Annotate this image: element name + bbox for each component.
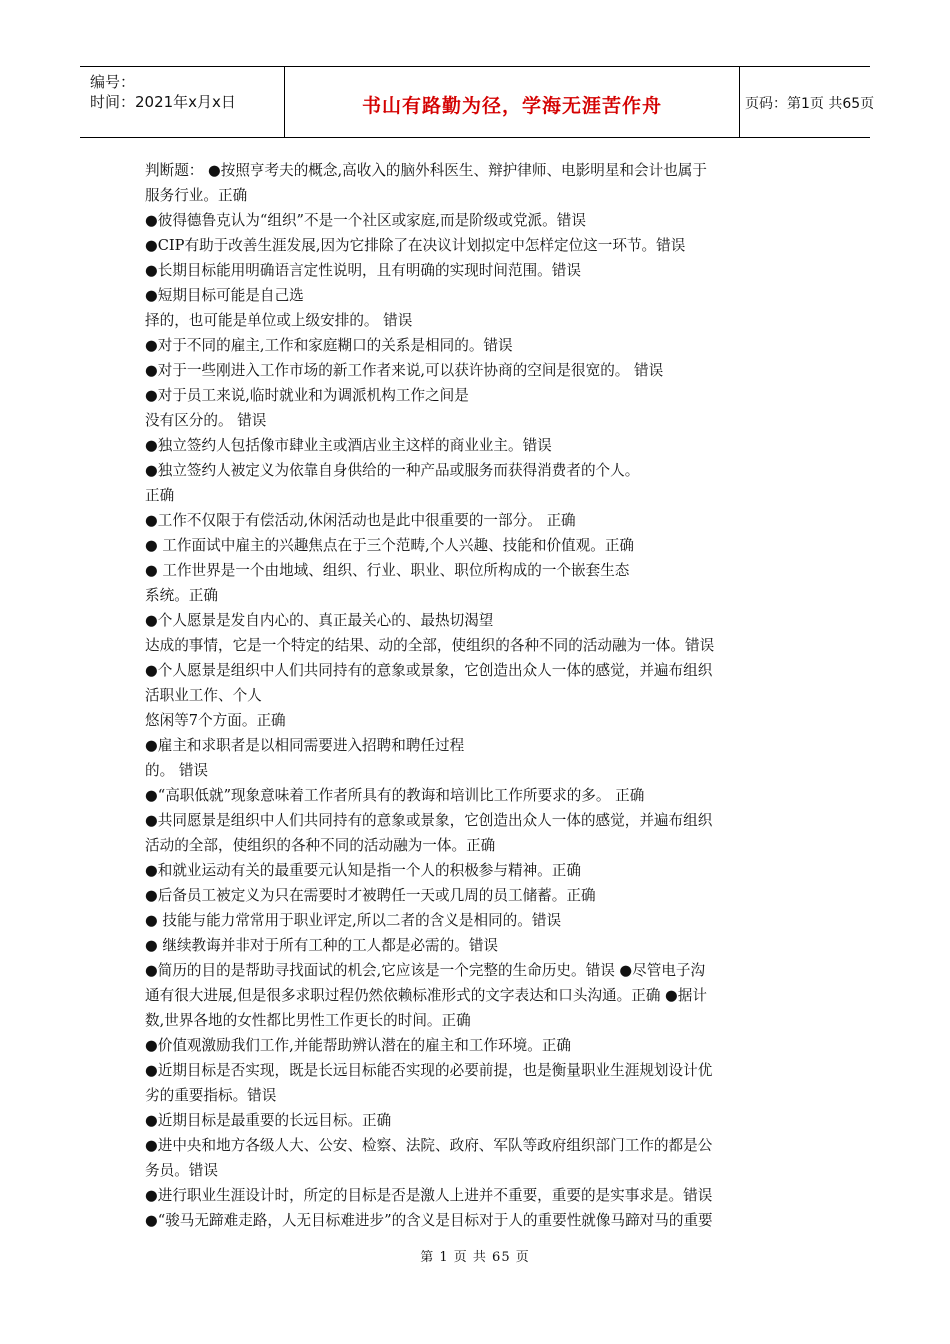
text-line: ●对于一些刚进入工作市场的新工作者来说,可以获许协商的空间是很宽的。 错误	[145, 362, 664, 379]
page-footer: 第 1 页 共 65 页	[420, 1250, 530, 1265]
text-line: 务员。错误	[145, 1162, 218, 1179]
text-line: ●对于员工来说,临时就业和为调派机构工作之间是	[145, 387, 469, 404]
text-line: ●进行职业生涯设计时，所定的目标是否是激人上进并不重要，重要的是实事求是。错误	[145, 1187, 713, 1204]
text-line: 达成的事情，它是一个特定的结果、动的全部，使组织的各种不同的活动融为一体。错误	[145, 637, 715, 654]
document-body	[145, 158, 815, 1233]
text-line: ●工作不仅限于有偿活动,休闲活动也是此中很重要的一部分。 正确	[145, 512, 576, 529]
text-line: ●雇主和求职者是以相同需要进入招聘和聘任过程	[145, 737, 465, 754]
time-label: 时间：2021年x月x日	[90, 93, 236, 111]
text-line: 服务行业。正确	[145, 187, 248, 204]
text-line: 的。 错误	[145, 762, 209, 779]
text-line: ● 工作面试中雇主的兴趣焦点在于三个范畴,个人兴趣、技能和价值观。正确	[145, 537, 635, 554]
header-left-cell	[80, 67, 284, 137]
page-info: 页码：第1页 共65页	[745, 96, 875, 112]
text-line: 悠闲等7个方面。正确	[145, 712, 286, 729]
text-line: ●长期目标能用明确语言定性说明，且有明确的实现时间范围。错误	[145, 262, 581, 279]
text-line: ●CIP有助于改善生涯发展,因为它排除了在决议计划拟定中怎样定位这一环节。错误	[145, 237, 686, 254]
text-line: ●价值观激励我们工作,并能帮助辨认潜在的雇主和工作环境。正确	[145, 1037, 572, 1054]
text-line: ●个人愿景是组织中人们共同持有的意象或景象，它创造出众人一体的感觉，并遍布组织	[145, 662, 713, 679]
text-line: ●共同愿景是组织中人们共同持有的意象或景象，它创造出众人一体的感觉，并遍布组织	[145, 812, 713, 829]
header-right-cell	[739, 67, 875, 137]
text-line: ●“高职低就”现象意味着工作者所具有的教诲和培训比工作所要求的多。 正确	[145, 787, 645, 804]
text-line: 判断题： ●按照亨考夫的概念,高收入的脑外科医生、辩护律师、电影明星和会计也属于	[145, 162, 707, 179]
text-line: ●“骏马无蹄难走路，人无目标难进步”的含义是目标对于人的重要性就像马蹄对马的重要	[145, 1212, 713, 1229]
text-line: ● 工作世界是一个由地域、组织、行业、职业、职位所构成的一个嵌套生态	[145, 562, 630, 579]
text-line: ● 继续教诲并非对于所有工种的工人都是必需的。错误	[145, 937, 499, 954]
text-line: ● 技能与能力常常用于职业评定,所以二者的含义是相同的。错误	[145, 912, 562, 929]
text-line: 正确	[145, 487, 175, 504]
text-line: ●近期目标是最重要的长远目标。正确	[145, 1112, 392, 1129]
text-line: ●和就业运动有关的最重要元认知是指一个人的积极参与精神。正确	[145, 862, 581, 879]
text-line: ●简历的目的是帮助寻找面试的机会,它应该是一个完整的生命历史。错误 ●尽管电子沟	[145, 962, 706, 979]
text-line: 数,世界各地的女性都比男性工作更长的时间。正确	[145, 1012, 471, 1029]
text-line: 系统。正确	[145, 587, 218, 604]
text-line: ●进中央和地方各级人大、公安、检察、法院、政府、军队等政府组织部门工作的都是公	[145, 1137, 713, 1154]
text-line: ●近期目标是否实现，既是长远目标能否实现的必要前提，也是衡量职业生涯规划设计优	[145, 1062, 713, 1079]
text-line: 没有区分的。 错误	[145, 412, 267, 429]
header-center-cell	[284, 67, 740, 137]
text-line: ●个人愿景是发自内心的、真正最关心的、最热切渴望	[145, 612, 494, 629]
text-line: 劣的重要指标。错误	[145, 1087, 277, 1104]
number-label: 编号：	[90, 73, 136, 91]
text-line: ●短期目标可能是自己选	[145, 287, 304, 304]
text-line: ●后备员工被定义为只在需要时才被聘任一天或几周的员工储蓄。正确	[145, 887, 596, 904]
motto-text: 书山有路勤为径，学海无涯苦作舟	[361, 95, 662, 117]
text-line: ●对于不同的雇主,工作和家庭糊口的关系是相同的。错误	[145, 337, 513, 354]
text-line: 活职业工作、个人	[145, 687, 262, 704]
text-line: 通有很大进展,但是很多求职过程仍然依赖标准形式的文字表达和口头沟通。正确 ●据计	[145, 987, 707, 1004]
text-line: ●独立签约人被定义为依靠自身供给的一种产品或服务而获得消费者的个人。	[145, 462, 640, 479]
header-table	[80, 66, 875, 138]
text-line: 活动的全部，使组织的各种不同的活动融为一体。正确	[145, 837, 496, 854]
text-line: ●彼得德鲁克认为“组织”不是一个社区或家庭,而是阶级或党派。错误	[145, 212, 586, 229]
text-line: ●独立签约人包括像市肆业主或酒店业主这样的商业业主。错误	[145, 437, 552, 454]
text-line: 择的，也可能是单位或上级安排的。 错误	[145, 312, 413, 329]
